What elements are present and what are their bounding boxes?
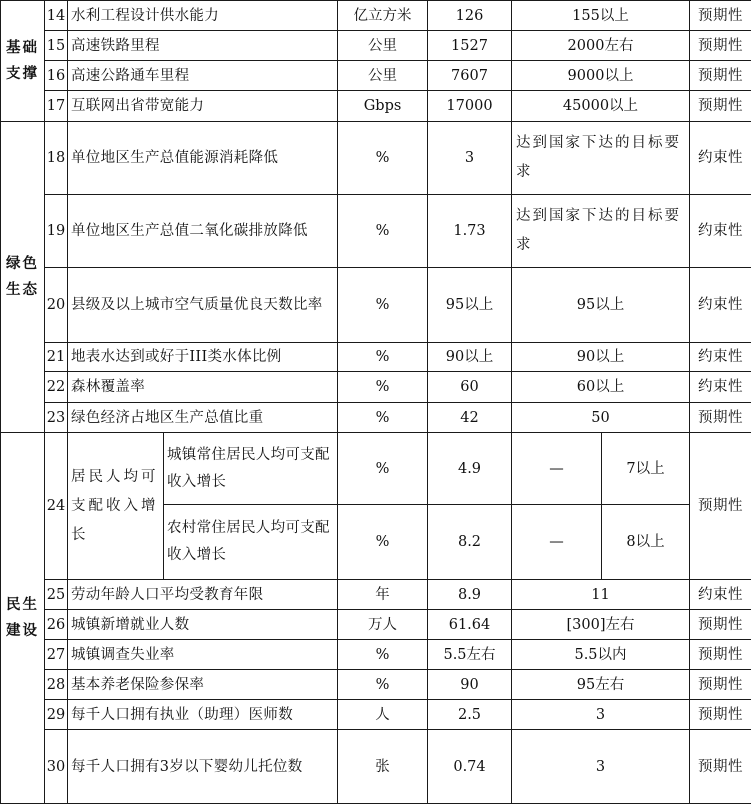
attribute: 预期性 [690, 640, 751, 670]
target-2025: 155以上 [512, 1, 690, 31]
unit: Gbps [338, 91, 428, 122]
value-2020: 126 [428, 1, 512, 31]
table-row [1, 640, 751, 670]
value-2020: 8.2 [428, 505, 512, 580]
row-number: 24 [45, 433, 68, 580]
value-2020: 1.73 [428, 195, 512, 268]
unit: % [338, 195, 428, 268]
attribute: 预期性 [690, 1, 751, 31]
attribute: 预期性 [690, 730, 751, 804]
unit: 公里 [338, 31, 428, 61]
table-row [1, 122, 751, 195]
row-number: 29 [45, 700, 68, 730]
target-2025: 60以上 [512, 372, 690, 403]
indicator-name: 县级及以上城市空气质量优良天数比率 [68, 268, 338, 343]
attribute: 预期性 [690, 31, 751, 61]
value-2020: 5.5左右 [428, 640, 512, 670]
target-2025: 2000左右 [512, 31, 690, 61]
table-row [1, 343, 751, 372]
target-2025: 95以上 [512, 268, 690, 343]
table-row [1, 1, 751, 31]
table-row [1, 372, 751, 403]
indicator-name: 城镇新增就业人数 [68, 610, 338, 640]
unit: % [338, 433, 428, 505]
row-number: 22 [45, 372, 68, 403]
unit: % [338, 403, 428, 433]
row-number: 23 [45, 403, 68, 433]
value-2020: 4.9 [428, 433, 512, 505]
value-2020: 60 [428, 372, 512, 403]
value-2020: 1527 [428, 31, 512, 61]
indicator-group-name: 居民人均可支配收入增长 [68, 433, 164, 580]
unit: 亿立方米 [338, 1, 428, 31]
indicator-name: 森林覆盖率 [68, 372, 338, 403]
attribute: 预期性 [690, 61, 751, 91]
indicator-name: 高速公路通车里程 [68, 61, 338, 91]
attribute: 预期性 [690, 91, 751, 122]
unit: 公里 [338, 61, 428, 91]
row-number: 21 [45, 343, 68, 372]
table-row [1, 580, 751, 610]
unit: 人 [338, 700, 428, 730]
row-number: 18 [45, 122, 68, 195]
target-2025: 3 [512, 730, 690, 804]
target-2025: 8以上 [602, 505, 690, 580]
unit: % [338, 268, 428, 343]
table-row [1, 433, 751, 505]
category-green: 绿色生态 [1, 122, 45, 433]
unit: % [338, 670, 428, 700]
mid-value: — [512, 505, 602, 580]
table-row [1, 91, 751, 122]
value-2020: 17000 [428, 91, 512, 122]
row-number: 14 [45, 1, 68, 31]
target-2025: 50 [512, 403, 690, 433]
table-row [1, 610, 751, 640]
indicator-name: 水利工程设计供水能力 [68, 1, 338, 31]
target-2025: 45000以上 [512, 91, 690, 122]
target-2025: 3 [512, 700, 690, 730]
table-row [1, 61, 751, 91]
attribute: 约束性 [690, 372, 751, 403]
table-row [1, 31, 751, 61]
unit: % [338, 343, 428, 372]
attribute: 预期性 [690, 700, 751, 730]
value-2020: 90以上 [428, 343, 512, 372]
target-2025: 达到国家下达的目标要求 [512, 195, 690, 268]
value-2020: 0.74 [428, 730, 512, 804]
attribute: 约束性 [690, 580, 751, 610]
table-row [1, 700, 751, 730]
unit: % [338, 372, 428, 403]
unit: % [338, 505, 428, 580]
unit: 年 [338, 580, 428, 610]
target-2025: 5.5以内 [512, 640, 690, 670]
row-number: 19 [45, 195, 68, 268]
indicator-name: 高速铁路里程 [68, 31, 338, 61]
row-number: 25 [45, 580, 68, 610]
unit: % [338, 122, 428, 195]
attribute: 预期性 [690, 403, 751, 433]
indicator-name: 基本养老保险参保率 [68, 670, 338, 700]
category-livelihood: 民生建设 [1, 433, 45, 804]
indicator-name: 城镇调查失业率 [68, 640, 338, 670]
row-number: 17 [45, 91, 68, 122]
table-row [1, 268, 751, 343]
value-2020: 7607 [428, 61, 512, 91]
table-row [1, 403, 751, 433]
value-2020: 42 [428, 403, 512, 433]
row-number: 16 [45, 61, 68, 91]
value-2020: 3 [428, 122, 512, 195]
unit: 张 [338, 730, 428, 804]
unit: % [338, 640, 428, 670]
row-number: 30 [45, 730, 68, 804]
attribute: 预期性 [690, 670, 751, 700]
category-infra: 基础支撑 [1, 1, 45, 122]
target-2025: 达到国家下达的目标要求 [512, 122, 690, 195]
row-number: 26 [45, 610, 68, 640]
row-number: 15 [45, 31, 68, 61]
indicator-name: 劳动年龄人口平均受教育年限 [68, 580, 338, 610]
table-row [1, 195, 751, 268]
attribute: 约束性 [690, 343, 751, 372]
unit: 万人 [338, 610, 428, 640]
target-2025: 11 [512, 580, 690, 610]
value-2020: 61.64 [428, 610, 512, 640]
attribute: 约束性 [690, 268, 751, 343]
target-2025: 95左右 [512, 670, 690, 700]
attribute: 预期性 [690, 433, 751, 580]
target-2025: [300]左右 [512, 610, 690, 640]
row-number: 27 [45, 640, 68, 670]
mid-value: — [512, 433, 602, 505]
indicator-name: 互联网出省带宽能力 [68, 91, 338, 122]
table-row [1, 670, 751, 700]
indicator-name: 每千人口拥有执业（助理）医师数 [68, 700, 338, 730]
value-2020: 95以上 [428, 268, 512, 343]
table-row [1, 730, 751, 804]
attribute: 约束性 [690, 195, 751, 268]
value-2020: 8.9 [428, 580, 512, 610]
attribute: 约束性 [690, 122, 751, 195]
sub-indicator-name: 城镇常住居民人均可支配收入增长 [164, 433, 338, 505]
sub-indicator-name: 农村常住居民人均可支配收入增长 [164, 505, 338, 580]
row-number: 20 [45, 268, 68, 343]
indicator-name: 地表水达到或好于III类水体比例 [68, 343, 338, 372]
target-2025: 7以上 [602, 433, 690, 505]
row-number: 28 [45, 670, 68, 700]
value-2020: 2.5 [428, 700, 512, 730]
target-2025: 90以上 [512, 343, 690, 372]
indicator-name: 单位地区生产总值能源消耗降低 [68, 122, 338, 195]
value-2020: 90 [428, 670, 512, 700]
attribute: 预期性 [690, 610, 751, 640]
target-2025: 9000以上 [512, 61, 690, 91]
indicator-name: 绿色经济占地区生产总值比重 [68, 403, 338, 433]
indicator-name: 单位地区生产总值二氧化碳排放降低 [68, 195, 338, 268]
indicator-name: 每千人口拥有3岁以下婴幼儿托位数 [68, 730, 338, 804]
